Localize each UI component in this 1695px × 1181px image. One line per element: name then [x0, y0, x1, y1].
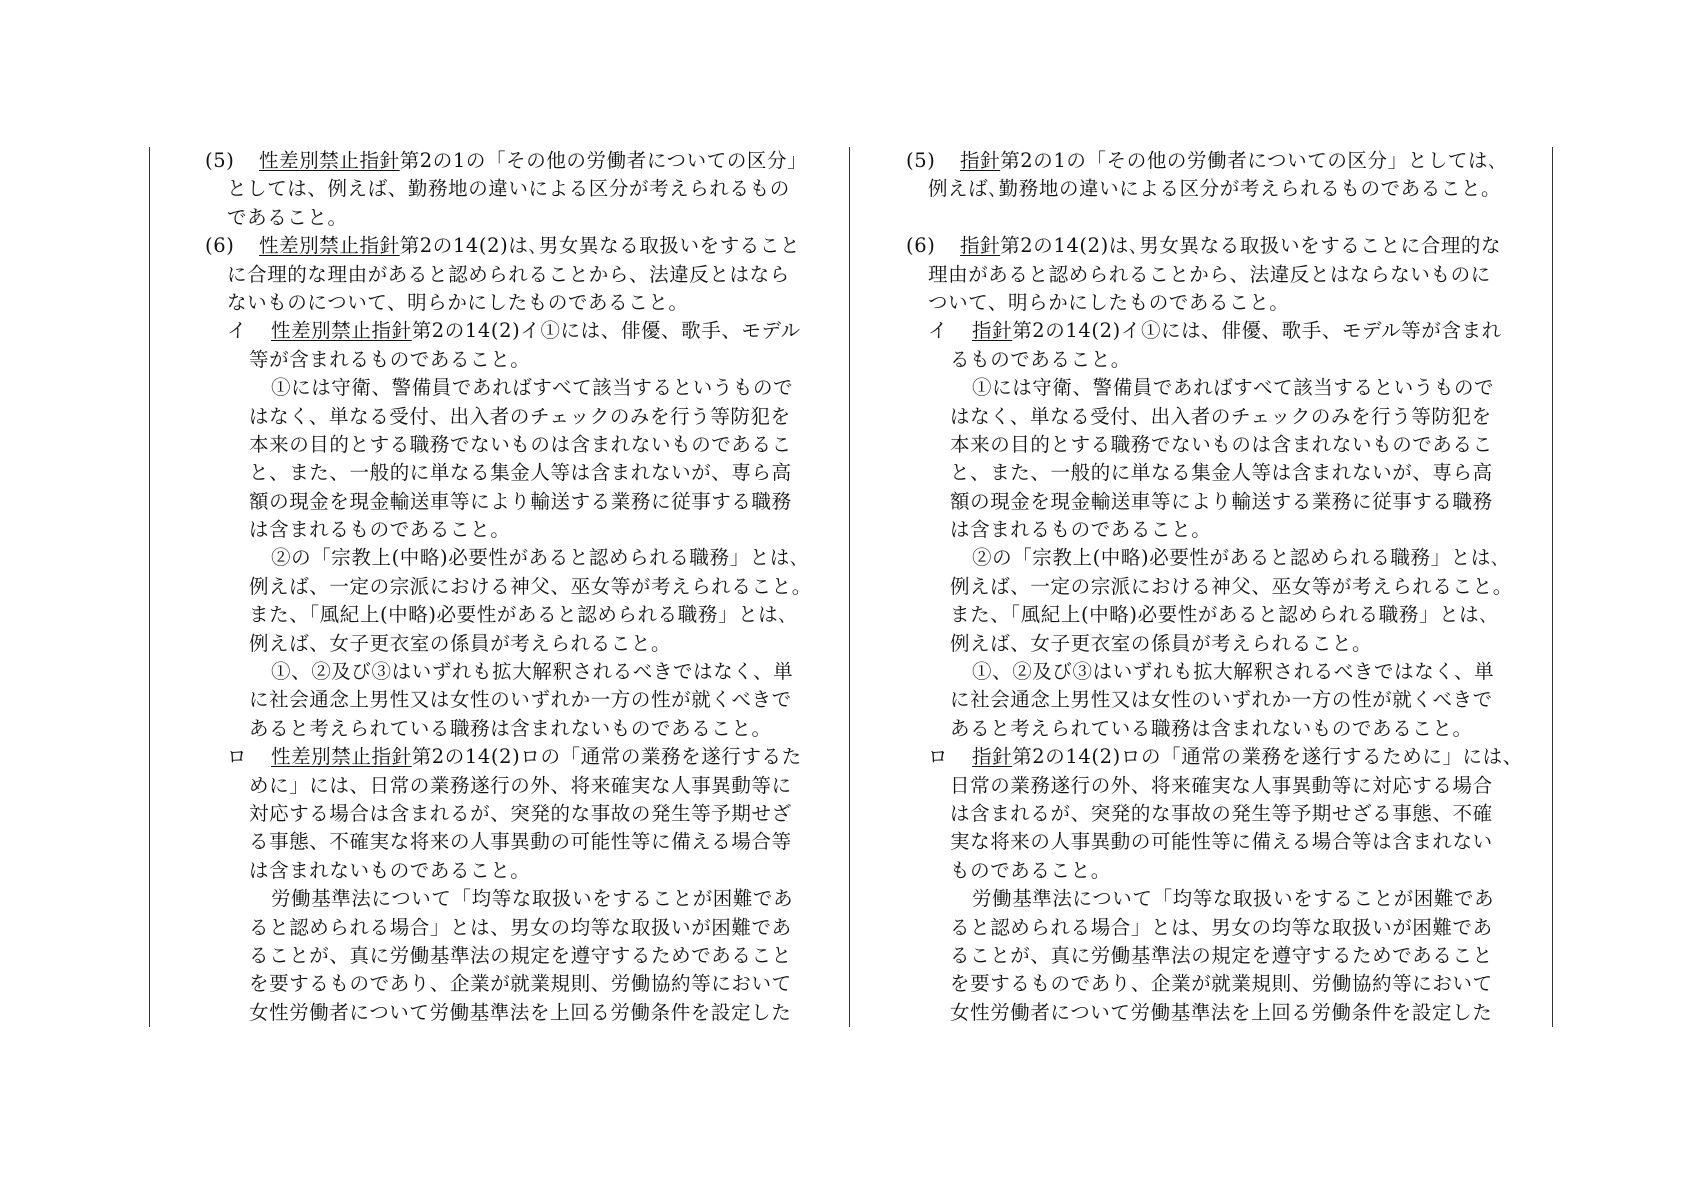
right-border-line: [1552, 147, 1553, 1027]
text-line: ①には守衛、警備員であればすべて該当するというもので: [271, 376, 794, 400]
text-line: 額の現金を現金輸送車等により輸送する業務に従事する職務: [950, 489, 1493, 513]
text-line: ることが、真に労働基準法の規定を遵守するためであること: [249, 943, 792, 967]
text-line: ②の「宗教上(中略)必要性があると認められる職務」とは､: [271, 546, 801, 570]
text-line: 第2の14(2)イ①には、俳優、歌手、モデル: [411, 319, 801, 343]
section-number: (5): [205, 149, 235, 172]
text-line: はなく、単なる受付、出入者のチェックのみを行う等防犯を: [249, 404, 791, 428]
text-line: 労働基準法について「均等な取扱いをすることが困難であ: [271, 887, 794, 911]
spacer: [906, 204, 1546, 232]
text-line: また、「風紀上(中略)必要性があると認められる職務」とは､: [249, 603, 789, 627]
text-line: 例えば、一定の宗派における神父、巫女等が考えられること｡: [249, 574, 803, 598]
text-line: を要するものであり、企業が就業規則、労働協約等において: [249, 972, 792, 996]
text-line: は含まれるが、突発的な事故の発生等予期せざる事態、不確: [950, 801, 1493, 825]
text-line: ついて、明らかにしたものであること。: [928, 290, 1290, 314]
text-line: また、「風紀上(中略)必要性があると認められる職務」とは､: [950, 603, 1490, 627]
section-6-heading: [205, 232, 847, 260]
guideline-reference: 性差別禁止指針: [259, 234, 400, 258]
text-line: はなく、単なる受付、出入者のチェックのみを行う等防犯を: [950, 404, 1492, 428]
text-line: ものであること。: [950, 858, 1111, 882]
text-line: 第2の1の「その他の労働者についての区分」としては､: [1000, 149, 1499, 172]
text-line: に合理的な理由があると認められることから、法違反とはなら: [227, 262, 790, 286]
center-divider-line: [849, 147, 850, 1027]
text-line: は含まれないものであること。: [249, 858, 531, 882]
item-ro-heading: [906, 743, 1546, 771]
text-line: であること。: [227, 205, 348, 229]
text-line: に社会通念上男性又は女性のいずれか一方の性が就くべきで: [249, 688, 792, 712]
text-line: 第2の1の「その他の労働者についての区分」: [399, 149, 808, 172]
section-number: (6): [205, 234, 235, 258]
section-number: (5): [906, 149, 936, 172]
left-column: [205, 147, 847, 1027]
text-line: 第2の14(2)は､男女異なる取扱いをすること: [399, 234, 801, 258]
text-line: ると認められる場合」とは、男女の均等な取扱いが困難であ: [950, 915, 1493, 939]
text-line: 第2の14(2)は､男女異なる取扱いをすることに合理的な: [1000, 234, 1502, 258]
text-line: 日常の業務遂行の外、将来確実な人事異動等に対応する場合: [950, 773, 1493, 797]
text-line: ないものについて、明らかにしたものであること。: [227, 290, 689, 314]
text-line: 例えば､勤務地の違いによる区分が考えられるものであること。: [928, 177, 1502, 201]
text-line: ①、②及び③はいずれも拡大解釈されるべきではなく、単: [972, 660, 1495, 684]
item-i-heading: [906, 317, 1546, 345]
text-line: ると認められる場合」とは、男女の均等な取扱いが困難であ: [249, 915, 792, 939]
guideline-reference: 指針: [960, 149, 1001, 172]
text-line: と、また、一般的に単なる集金人等は含まれないが、専ら高: [950, 461, 1493, 485]
text-line: 等が含まれるものであること。: [249, 347, 531, 371]
text-line: ることが、真に労働基準法の規定を遵守するためであること: [950, 943, 1493, 967]
text-line: 額の現金を現金輸送車等により輸送する業務に従事する職務: [249, 489, 792, 513]
text-line: めに」には、日常の業務遂行の外、将来確実な人事異動等に: [249, 773, 792, 797]
text-line: 例えば、女子更衣室の係員が考えられること。: [950, 631, 1373, 655]
text-line: 例えば、一定の宗派における神父、巫女等が考えられること｡: [950, 574, 1504, 598]
text-line: に社会通念上男性又は女性のいずれか一方の性が就くべきで: [950, 688, 1493, 712]
text-line: 女性労働者について労働基準法を上回る労働条件を設定した: [249, 1000, 792, 1024]
section-6-heading: [906, 232, 1546, 260]
text-line: 例えば、女子更衣室の係員が考えられること。: [249, 631, 672, 655]
text-line: 第2の14(2)イ①には、俳優、歌手、モデル等が含まれ: [1012, 319, 1502, 343]
text-line: ②の「宗教上(中略)必要性があると認められる職務」とは､: [972, 546, 1502, 570]
section-number: (6): [906, 234, 936, 258]
text-line: は含まれるものであること。: [950, 518, 1212, 542]
text-line: 女性労働者について労働基準法を上回る労働条件を設定した: [950, 1000, 1493, 1024]
text-line: を要するものであり、企業が就業規則、労働協約等において: [950, 972, 1493, 996]
left-border-line: [149, 147, 150, 1027]
right-column: [906, 147, 1546, 1027]
text-line: ①、②及び③はいずれも拡大解釈されるべきではなく、単: [271, 660, 794, 684]
text-line: る事態、不確実な将来の人事異動の可能性等に備える場合等: [249, 830, 792, 854]
item-i-heading: [205, 317, 847, 345]
guideline-reference: 指針: [972, 319, 1013, 343]
text-line: あると考えられている職務は含まれないものであること。: [950, 716, 1473, 740]
item-marker: イ: [227, 319, 248, 343]
item-marker: イ: [928, 319, 949, 343]
text-line: 第2の14(2)ロの「通常の業務を遂行するた: [411, 745, 802, 769]
item-marker: ロ: [928, 745, 949, 769]
text-line: としては、例えば、勤務地の違いによる区分が考えられるもの: [227, 177, 790, 201]
text-line: 労働基準法について「均等な取扱いをすることが困難であ: [972, 887, 1495, 911]
text-line: 本来の目的とする職務でないものは含まれないものであるこ: [249, 432, 792, 456]
text-line: 第2の14(2)ロの「通常の業務を遂行するために」には、: [1012, 745, 1523, 769]
section-5-heading: [906, 147, 1546, 175]
guideline-reference: 性差別禁止指針: [271, 319, 412, 343]
guideline-reference: 性差別禁止指針: [259, 149, 400, 172]
item-marker: ロ: [227, 745, 248, 769]
text-line: は含まれるものであること。: [249, 518, 511, 542]
text-line: 実な将来の人事異動の可能性等に備える場合等は含まれない: [950, 830, 1493, 854]
guideline-reference: 指針: [972, 745, 1013, 769]
text-line: 本来の目的とする職務でないものは含まれないものであるこ: [950, 432, 1493, 456]
text-line: 理由があると認められることから、法違反とはならないものに: [928, 262, 1491, 286]
guideline-reference: 指針: [960, 234, 1001, 258]
text-line: 対応する場合は含まれるが、突発的な事故の発生等予期せざ: [249, 801, 792, 825]
text-line: ①には守衛、警備員であればすべて該当するというもので: [972, 376, 1495, 400]
text-line: と、また、一般的に単なる集金人等は含まれないが、専ら高: [249, 461, 792, 485]
item-ro-heading: [205, 743, 847, 771]
guideline-reference: 性差別禁止指針: [271, 745, 412, 769]
text-line: るものであること。: [950, 347, 1131, 371]
text-line: あると考えられている職務は含まれないものであること。: [249, 716, 772, 740]
section-5-heading: [205, 147, 847, 175]
